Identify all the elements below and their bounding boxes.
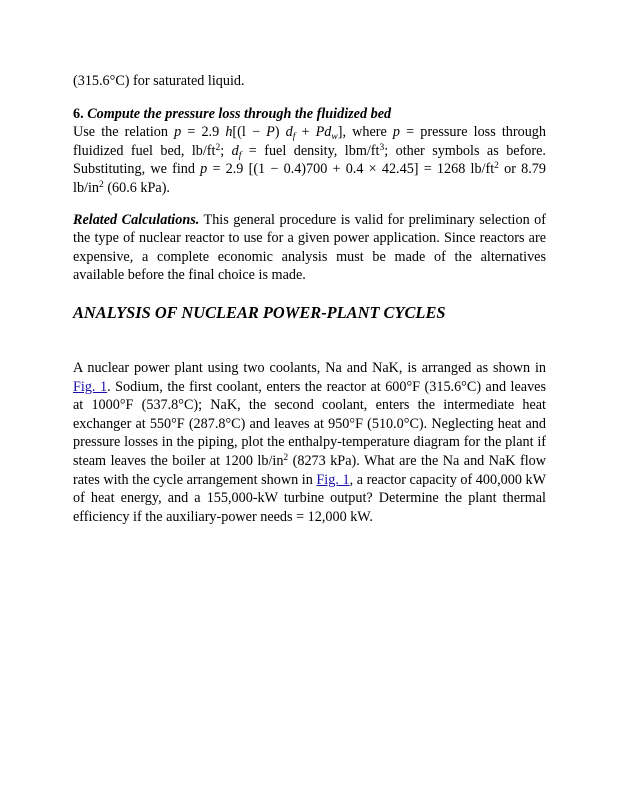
problem-statement: A nuclear power plant using two coolants, Na and NaK, is arranged as shown in Fig. 1. Sodium, the first coolant, enters the reactor at 600°F (315.6°C) and leaves at 1000°F (537.8°C); NaK, the second coolant, enters the intermediate heat exchanger at 550°F (287.8°C) and leaves at 950°F (510.0°C). Neglecting heat and pressure losses in the piping, plot the enthalpy-temperature diagram for the plant if steam leaves the boiler at 1200 $lb/in^2$ (8273 kPa). What are the Na and NaK flow rates with the cycle arrangement shown in Fig. 1, a reactor capacity of 400,000 kW of heat energy, and a 155,000-kW turbine output? Determine the plant thermal efficiency if the auxiliary-power needs = 12,000 kW. xyxy=(73,359,547,525)
step-title: Compute the pressure loss through the fluidized bed xyxy=(87,105,392,122)
fig-1-link-2[interactable]: Fig. 1 xyxy=(316,471,350,488)
step-6 xyxy=(73,105,546,198)
page-content xyxy=(73,72,546,526)
fig-1-link[interactable]: Fig. 1 xyxy=(73,378,108,395)
intro-line: (315.6°C) for saturated liquid. xyxy=(73,73,245,89)
related-calculations-text: This general procedure is valid for preliminary selection of the type of nuclear reactor to use for a given power application. Since reactors are expensive, a complete economic analysis must be made of the alternatives available before the final choice is made. xyxy=(73,211,546,284)
step-6-heading xyxy=(73,105,546,124)
step-number: 6. xyxy=(73,105,84,122)
step-6-body: Use the relation p = 2.9 h[(l − P) $d_f + Pd_w$], where p = pressure loss through fluidized fuel bed, $lb/ft^2$; $d_f$ = fuel density, lbm/$ft^3$; other symbols as before. Substituting, we find p = 2.9 [(1 − 0.4)700 + 0.4 × 42.45] = 1268 $lb/ft^2$ or 8.79 $lb/in^2$ (60.6 kPa). xyxy=(73,124,546,196)
section-heading: ANALYSIS OF NUCLEAR POWER-PLANT CYCLES xyxy=(73,302,446,322)
related-calculations-label: Related Calculations. xyxy=(73,211,200,228)
related-calculations xyxy=(73,211,546,285)
